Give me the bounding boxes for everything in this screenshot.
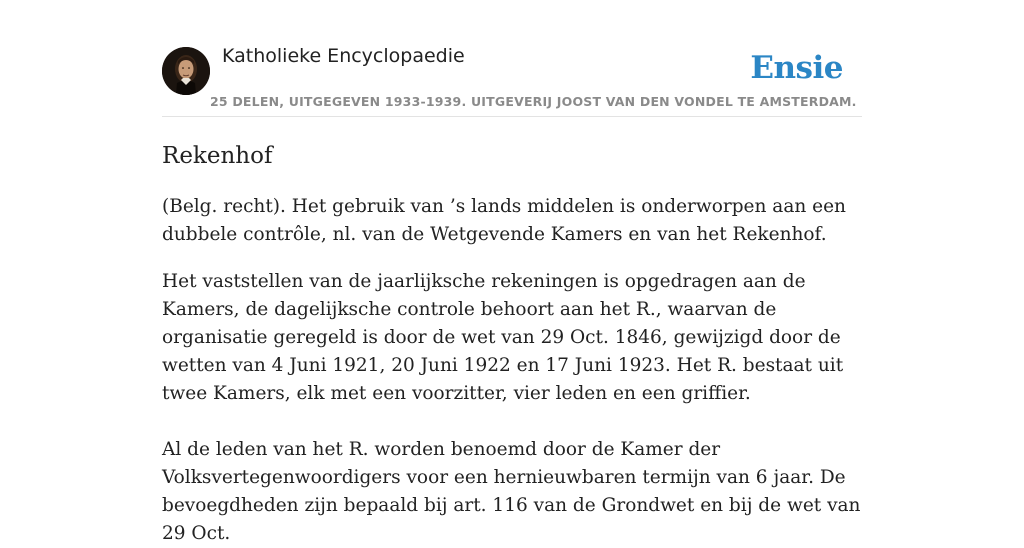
paragraph: Het vaststellen van de jaarlijksche rekeningen is opgedragen aan de Kamers, de dagelijksche controle behoort aan het R., waarvan de organisatie geregeld is door de wet van 29 Oct. 1846, gewijzigd door de wetten van 4 Juni 1921, 20 Juni 1922 en 17 Juni 1923. Het R. bestaat uit twee Kamers, elk met een voorzitter, vier leden en een griffier.	[162, 271, 844, 404]
paragraph: Al de leden van het R. worden benoemd door de Kamer der Volksvertegenwoordigers voor een hernieuwbaren termijn van 6 jaar. De bevoegdheden zijn bepaald bij art. 116 van de Grondwet en bij de wet van 29 Oct.	[162, 439, 861, 544]
brand-logo-link[interactable]: Ensie	[750, 50, 843, 86]
source-avatar[interactable]	[162, 47, 210, 95]
source-title[interactable]: Katholieke Encyclopaedie	[222, 45, 465, 67]
entry-title: Rekenhof	[162, 143, 273, 169]
paragraph: (Belg. recht). Het gebruik van ’s lands middelen is onderworpen aan een dubbele contrôle, nl. van de Wetgevende Kamers en van het Rekenhof.	[162, 196, 846, 245]
source-header	[162, 0, 862, 117]
source-subtitle: 25 DELEN, UITGEGEVEN 1933-1939. UITGEVERIJ JOOST VAN DEN VONDEL TE AMSTERDAM.	[210, 94, 857, 109]
portrait-image	[162, 47, 210, 95]
page-content	[162, 0, 862, 548]
